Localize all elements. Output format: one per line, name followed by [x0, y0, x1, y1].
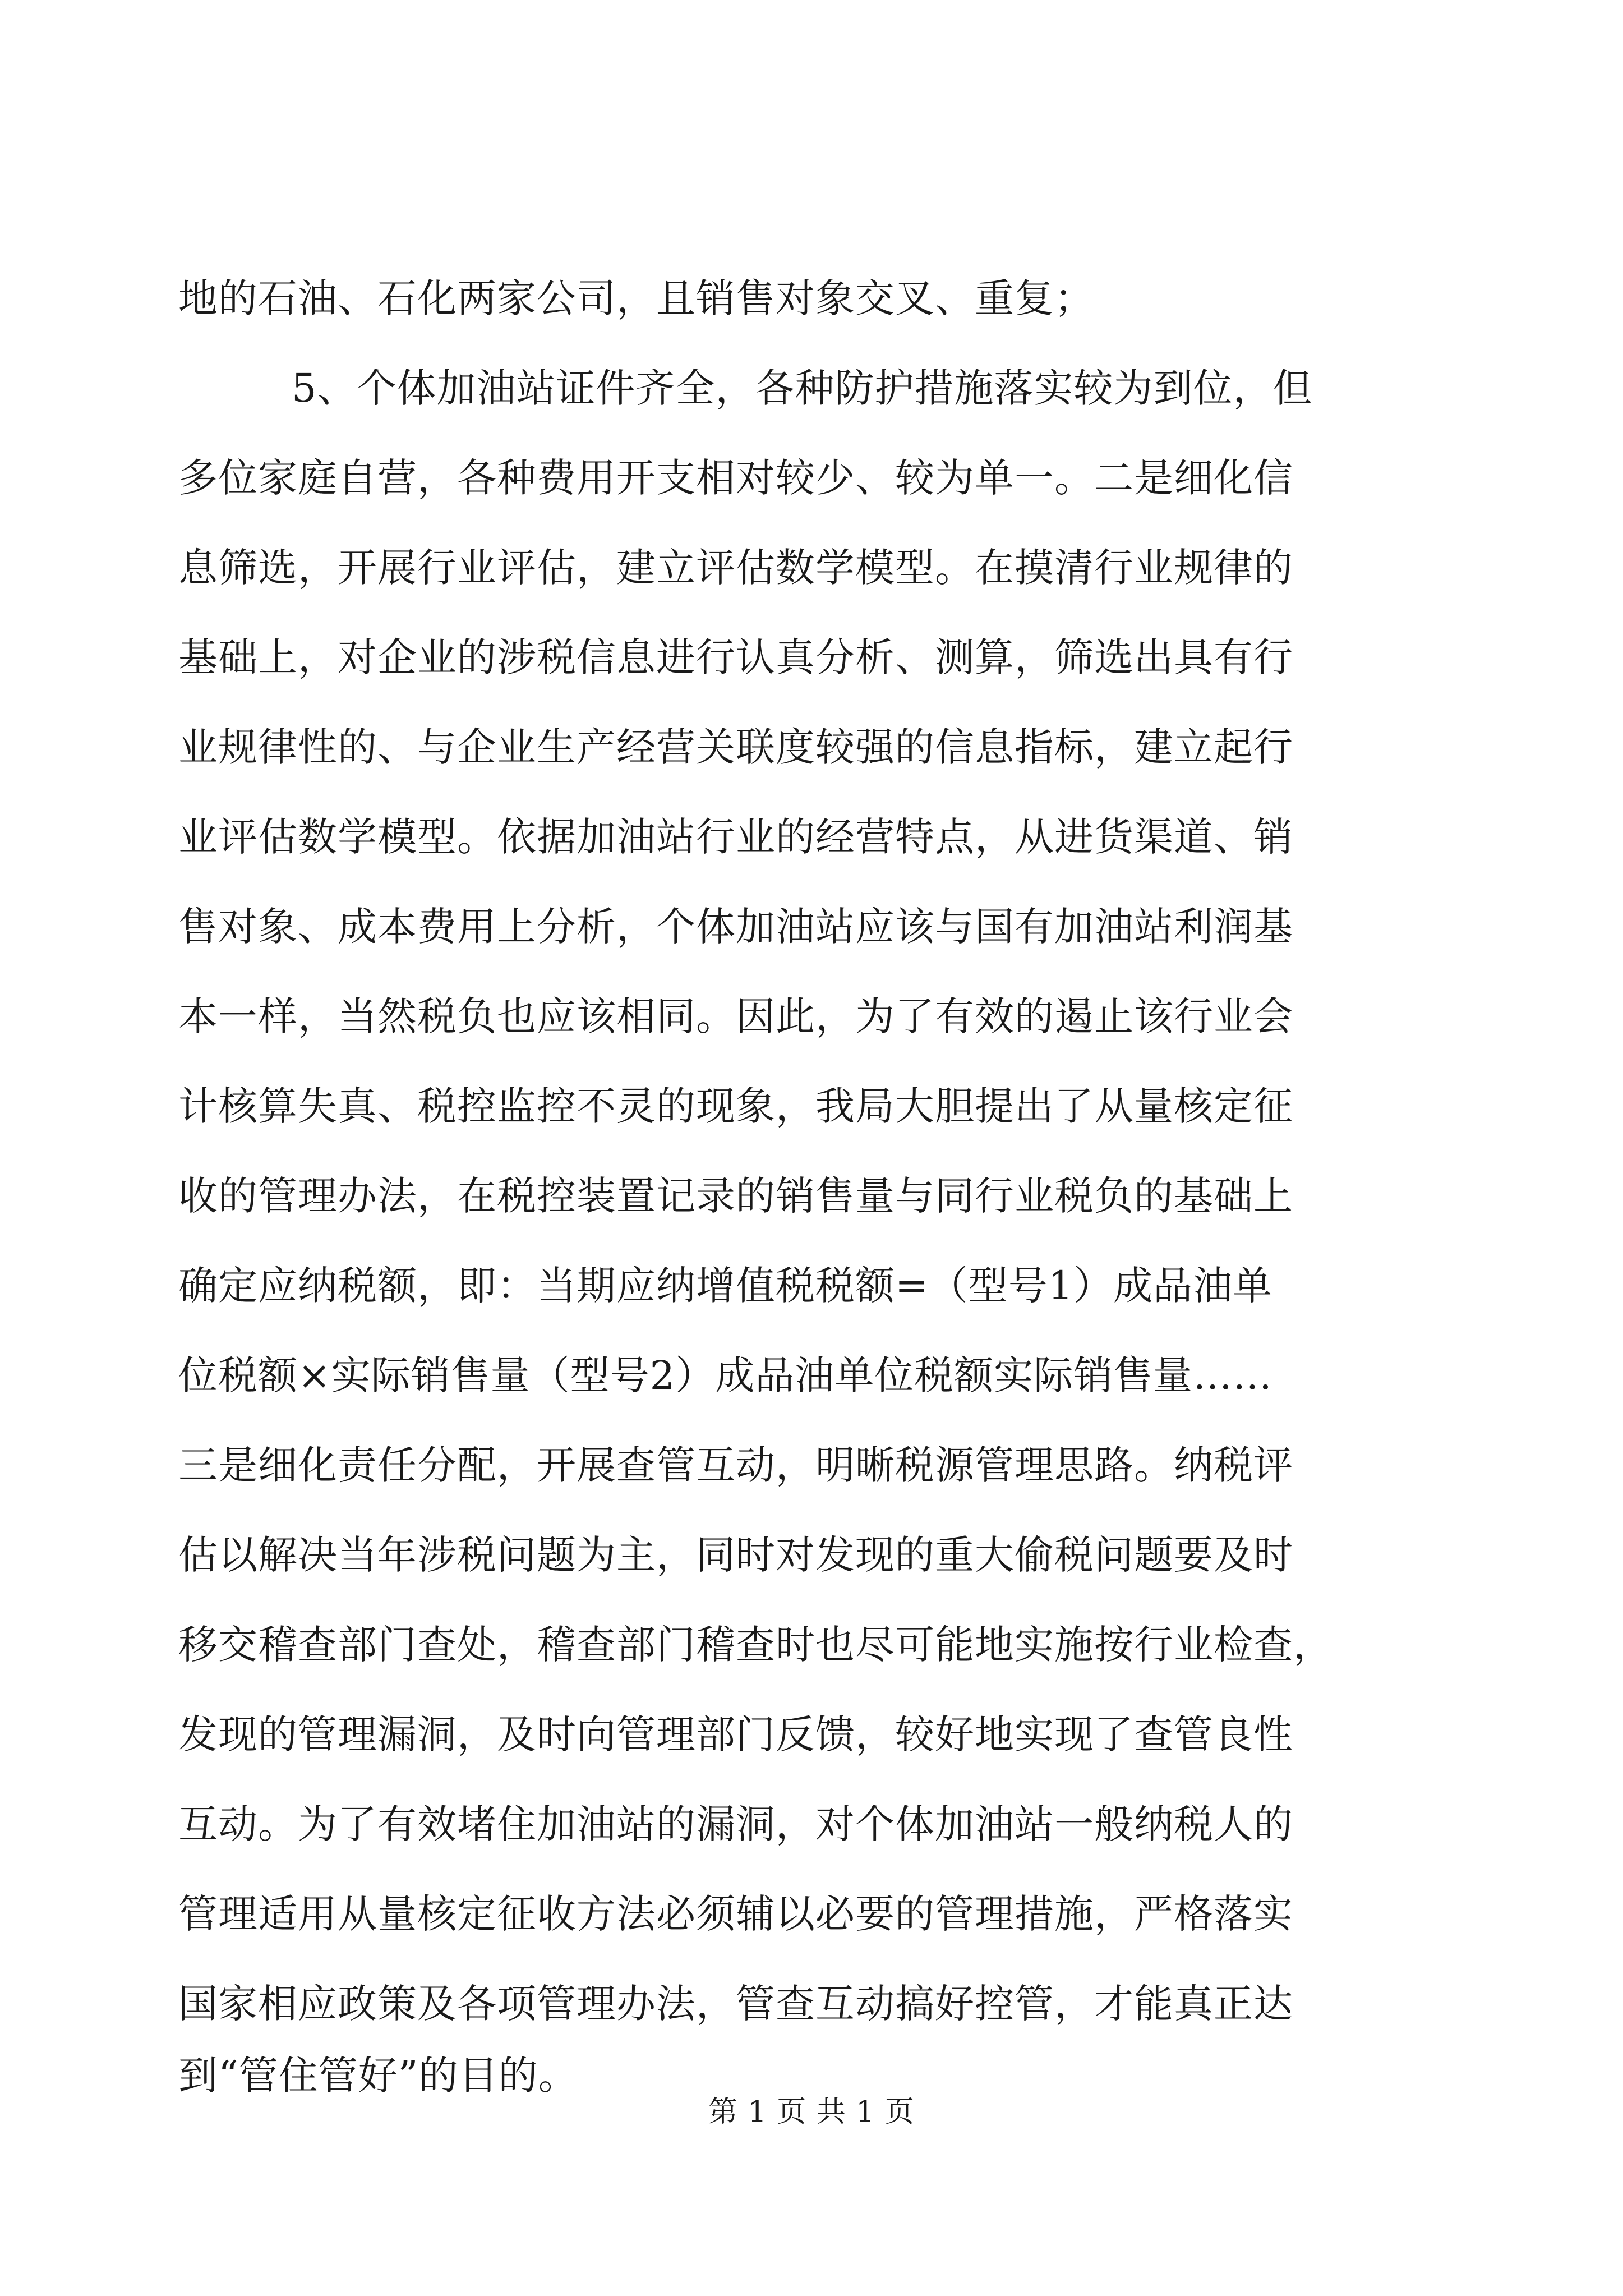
text-line: 业规律性的、与企业生产经营关联度较强的信息指标，建立起行 — [178, 724, 1293, 770]
text-line: 估以解决当年涉税问题为主，同时对发现的重大偷税问题要及时 — [178, 1532, 1293, 1578]
text-line: 多位家庭自营，各种费用开支相对较少、较为单一。二是细化信 — [178, 455, 1293, 501]
text-line: 发现的管理漏洞，及时向管理部门反馈，较好地实现了查管良性 — [178, 1711, 1293, 1757]
text-line: 收的管理办法，在税控装置记录的销售量与同行业税负的基础上 — [178, 1173, 1293, 1219]
text-line: 位税额×实际销售量（型号2）成品油单位税额实际销售量…… — [178, 1352, 1273, 1398]
page-footer: 第 1 页 共 1 页 — [708, 2095, 915, 2129]
text-line: 三是细化责任分配，开展查管互动，明晰税源管理思路。纳税评 — [178, 1442, 1293, 1488]
text-line: 计核算失真、税控监控不灵的现象，我局大胆提出了从量核定征 — [178, 1083, 1293, 1129]
text-line: 国家相应政策及各项管理办法，管查互动搞好控管，才能真正达 — [178, 1981, 1293, 2027]
text-line: 息筛选，开展行业评估，建立评估数学模型。在摸清行业规律的 — [178, 545, 1293, 591]
text-line: 管理适用从量核定征收方法必须辅以必要的管理措施，严格落实 — [178, 1891, 1293, 1937]
text-line: 售对象、成本费用上分析，个体加油站应该与国有加油站利润基 — [178, 904, 1293, 950]
text-line: 互动。为了有效堵住加油站的漏洞，对个体加油站一般纳税人的 — [178, 1801, 1293, 1847]
text-line: 5、个体加油站证件齐全，各种防护措施落实较为到位，但 — [292, 365, 1313, 411]
text-line: 基础上，对企业的涉税信息进行认真分析、测算，筛选出具有行 — [178, 634, 1293, 680]
text-line: 业评估数学模型。依据加油站行业的经营特点，从进货渠道、销 — [178, 814, 1293, 860]
text-line: 移交稽查部门查处，稽查部门稽查时也尽可能地实施按行业检查， — [178, 1622, 1333, 1668]
text-line: 地的石油、石化两家公司，且销售对象交叉、重复； — [178, 275, 1094, 321]
text-line: 确定应纳税额，即：当期应纳增值税税额=（型号1）成品油单 — [178, 1263, 1273, 1309]
text-line: 到“管住管好”的目的。 — [178, 2053, 578, 2099]
text-line: 本一样，当然税负也应该相同。因此，为了有效的遏止该行业会 — [178, 993, 1293, 1039]
